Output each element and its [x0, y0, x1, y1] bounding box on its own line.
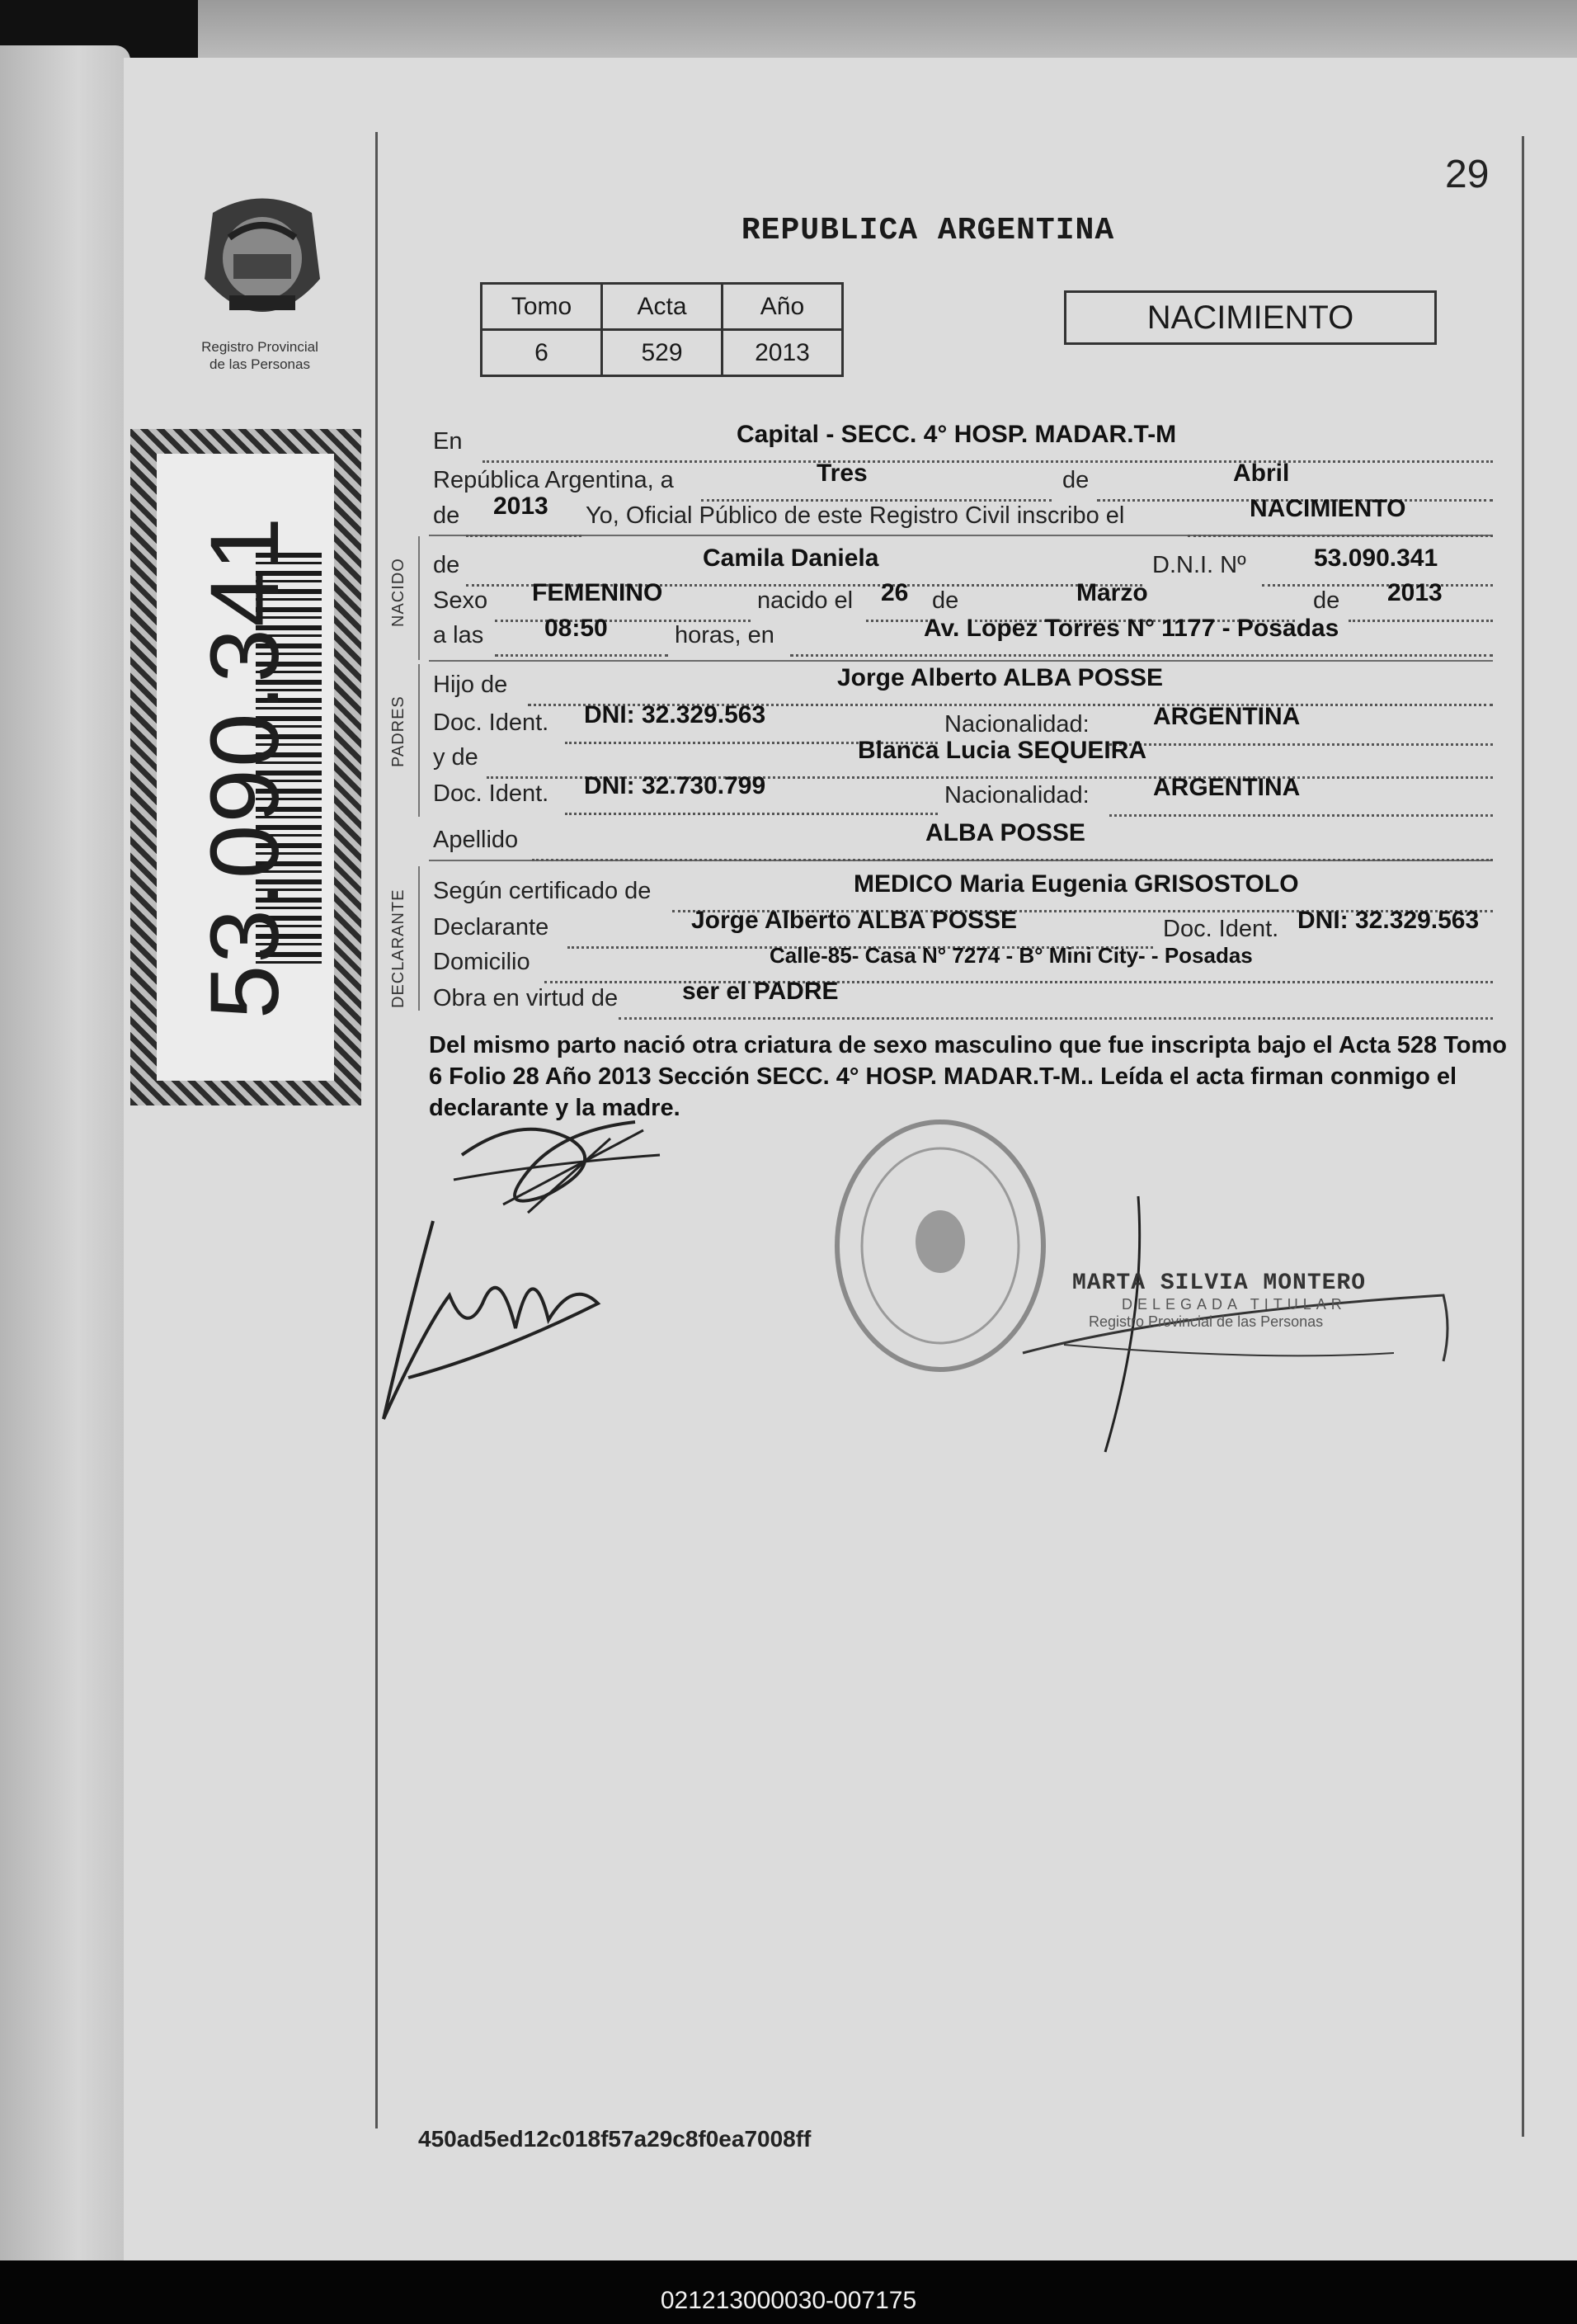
seal-caption [177, 338, 342, 373]
value-mes-nac: Marzo [1076, 579, 1148, 606]
label-a-las: a las [433, 622, 484, 648]
label-nacido: nacido el [757, 587, 854, 614]
document-hash: 450ad5ed12c018f57a29c8f0ea7008ff [418, 2126, 812, 2152]
value-madre: Blanca Lucia SEQUEIRA [858, 737, 1147, 764]
value-hora: 08:50 [544, 615, 608, 642]
value-anio-nac: 2013 [1387, 579, 1443, 606]
label-nac-madre: Nacionalidad: [944, 782, 1090, 808]
footer-code: 021213000030-007175 [660, 2287, 917, 2314]
section-label-padres: PADRES [389, 695, 407, 767]
registry-value-row [482, 330, 843, 376]
label-segun: Según certificado de [433, 878, 652, 904]
label-nac-padre: Nacionalidad: [944, 711, 1090, 738]
registry-header-row [482, 284, 843, 330]
signature-madre [375, 1213, 623, 1427]
label-sexo: Sexo [433, 587, 488, 614]
scan-top-strip [0, 0, 1577, 62]
value-domicilio: Calle-85- Casa N° 7274 - B° Mini City- - Posadas [770, 943, 1253, 968]
value-padre-nac: ARGENTINA [1153, 703, 1301, 730]
value-nombre: Camila Daniela [703, 544, 879, 572]
label-doc-declarante: Doc. Ident. [1163, 916, 1279, 942]
label-domicilio: Domicilio [433, 949, 530, 975]
label-en: En [433, 428, 463, 455]
value-acto: NACIMIENTO [1250, 495, 1406, 522]
registry-value-acta: 529 [602, 330, 723, 376]
value-madre-doc: DNI: 32.730.799 [584, 772, 766, 799]
value-obra: ser el PADRE [682, 978, 839, 1005]
label-hijo-de: Hijo de [433, 672, 508, 698]
nacido-bracket [418, 536, 420, 660]
label-apellido: Apellido [433, 827, 519, 853]
value-dia-nac: 26 [881, 579, 909, 606]
left-frame-line [375, 132, 378, 2128]
registry-header-acta: Acta [602, 284, 723, 330]
left-page-edge [0, 45, 130, 2273]
officer-stamp [1072, 1270, 1452, 1331]
registry-value-tomo: 6 [482, 330, 602, 376]
value-lugar: Capital - SECC. 4° HOSP. MADAR.T-M [737, 421, 1177, 448]
label-y-de: y de [433, 744, 478, 771]
dots-dia [701, 474, 1052, 502]
value-dni: 53.090.341 [1314, 544, 1438, 572]
value-apellido: ALBA POSSE [925, 819, 1085, 846]
label-de-anio: de [433, 502, 460, 529]
seal-caption-line2: de las Personas [209, 356, 310, 372]
registry-header-tomo: Tomo [482, 284, 602, 330]
label-horas: horas, en [675, 622, 774, 648]
officer-name: MARTA SILVIA MONTERO [1072, 1270, 1367, 1296]
registry-value-anio: 2013 [723, 330, 843, 376]
officer-title: DELEGADA TITULAR [1122, 1296, 1347, 1313]
label-de-mes-nac: de [932, 587, 959, 614]
signature-declarante [445, 1105, 668, 1229]
note-paragraph: Del mismo parto nació otra criatura de sexo masculino que fue inscripta bajo el Acta 528 Tomo 6 Folio 28 Año 2013 Sección SECC. 4° HOSP. MADAR.T-M.. Leída el acta firman conmigo el declarante y la madre. [429, 1032, 1507, 1121]
value-sexo: FEMENINO [532, 579, 663, 606]
rule-padres [429, 660, 1493, 662]
seal-caption-line1: Registro Provincial [201, 339, 318, 355]
declarante-bracket [418, 866, 420, 1011]
label-doc-padre: Doc. Ident. [433, 709, 549, 736]
label-de-nombre: de [433, 552, 460, 578]
page-number: 29 [1445, 153, 1490, 196]
misiones-seal-icon [196, 188, 328, 332]
label-republica: República Argentina, a [433, 467, 674, 493]
value-lugar-nac: Av. Lopez Torres N° 1177 - Posadas [924, 615, 1339, 642]
value-declarante-doc: DNI: 32.329.563 [1297, 907, 1480, 934]
section-label-nacido: NACIDO [389, 558, 407, 627]
registry-table [480, 282, 844, 377]
value-padre-doc: DNI: 32.329.563 [584, 701, 766, 728]
right-frame-line [1522, 136, 1524, 2137]
label-de-mes: de [1062, 467, 1090, 493]
record-type-box: NACIMIENTO [1064, 290, 1437, 345]
value-dia-texto: Tres [817, 460, 868, 487]
value-madre-nac: ARGENTINA [1153, 774, 1301, 801]
value-mes-texto: Abril [1233, 460, 1290, 487]
padres-bracket [418, 664, 420, 817]
officer-office: Registro Provincial de las Personas [1089, 1313, 1324, 1330]
value-certificado: MEDICO Maria Eugenia GRISOSTOLO [854, 870, 1299, 898]
label-yo: Yo, Oficial Público de este Registro Civil inscribo el [586, 502, 1125, 529]
value-padre: Jorge Alberto ALBA POSSE [837, 664, 1164, 691]
label-declarante: Declarante [433, 914, 549, 940]
label-de-anio-nac: de [1313, 587, 1340, 614]
label-doc-madre: Doc. Ident. [433, 780, 549, 807]
section-label-declarante: DECLARANTE [389, 889, 407, 1008]
value-declarante: Jorge Alberto ALBA POSSE [691, 907, 1018, 934]
value-anio: 2013 [493, 493, 548, 520]
barcode-number: 53.090.341 [191, 515, 299, 1020]
registry-header-anio: Año [723, 284, 843, 330]
label-obra: Obra en virtud de [433, 985, 619, 1011]
country-heading: REPUBLICA ARGENTINA [741, 213, 1115, 248]
label-dni: D.N.I. Nº [1152, 552, 1246, 578]
